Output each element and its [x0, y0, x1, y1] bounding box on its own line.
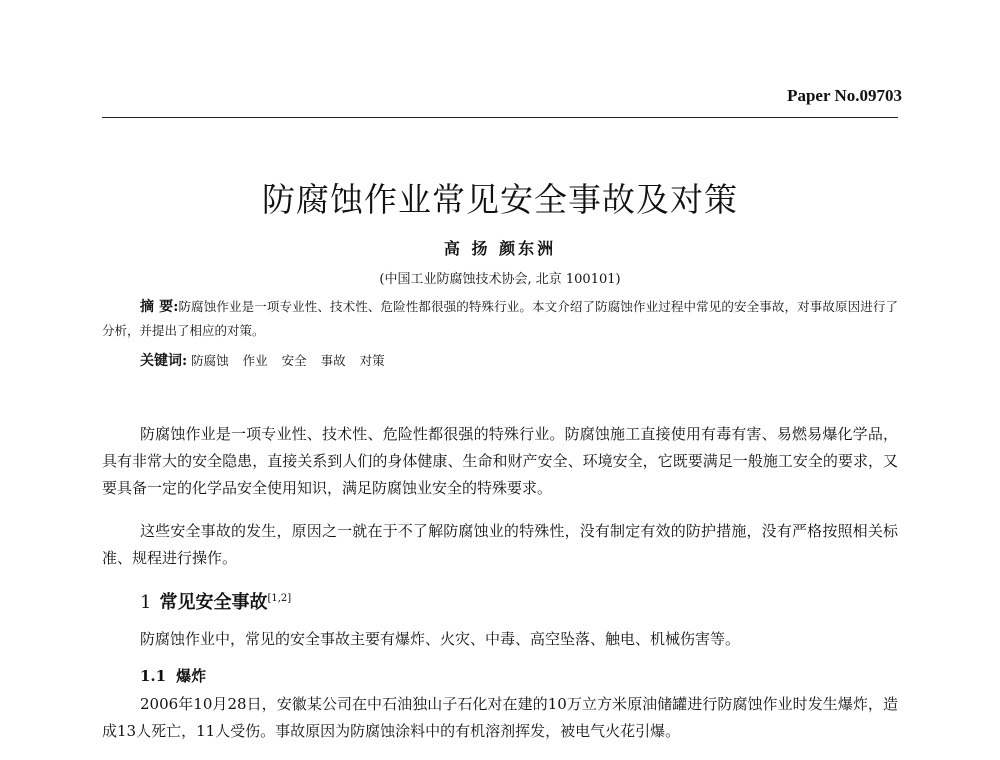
keyword: 作业	[242, 353, 268, 368]
keyword: 对策	[359, 353, 385, 368]
abstract	[102, 295, 898, 342]
header-rule	[102, 117, 898, 118]
citation-ref: [1,2]	[267, 593, 292, 604]
keyword: 防腐蚀	[191, 353, 229, 368]
keywords-label: 关键词:	[140, 353, 188, 369]
paper-title: 防腐蚀作业常见安全事故及对策	[262, 180, 738, 219]
abstract-label: 摘 要:	[140, 299, 179, 315]
keywords	[140, 350, 395, 370]
section-number: 1	[140, 592, 152, 613]
abstract-text: 防腐蚀作业是一项专业性、技术性、危险性都很强的特殊行业。本文介绍了防腐蚀作业过程中常见的安全事故，对事故原因进行了分析，并提出了相应的对策。	[102, 299, 898, 338]
section-heading-1	[140, 588, 291, 614]
section-title: 常见安全事故	[159, 592, 268, 613]
keyword: 事故	[320, 353, 346, 368]
keyword: 安全	[281, 353, 307, 368]
subsection-heading-1-1	[140, 665, 206, 686]
subsection-title: 爆炸	[176, 667, 207, 685]
affiliation: (中国工业防腐蚀技术协会, 北京 100101)	[379, 272, 621, 287]
authors: 高 扬 颜东洲	[443, 239, 557, 258]
subsection-1-1-paragraph: 2006年10月28日，安徽某公司在中石油独山子石化对在建的10万立方米原油储罐进行防腐蚀作业时发生爆炸，造成13人死亡，11人受伤。事故原因为防腐蚀涂料中的有机溶剂挥发，被电气火花引爆。	[102, 695, 898, 740]
subsection-number: 1.1	[140, 667, 167, 685]
section-1-paragraph: 防腐蚀作业中，常见的安全事故主要有爆炸、火灾、中毒、高空坠落、触电、机械伤害等。	[140, 630, 741, 648]
paper-number: Paper No.09703	[787, 86, 902, 105]
intro-paragraph-2: 这些安全事故的发生，原因之一就在于不了解防腐蚀业的特殊性，没有制定有效的防护措施，没有严格按照相关标准、规程进行操作。	[102, 522, 898, 567]
intro-paragraph-1: 防腐蚀作业是一项专业性、技术性、危险性都很强的特殊行业。防腐蚀施工直接使用有毒有害、易燃易爆化学品，具有非常大的安全隐患，直接关系到人们的身体健康、生命和财产安全、环境安全，它既要满足一般施工安全的要求，又要具备一定的化学品安全使用知识，满足防腐蚀业安全的特殊要求。	[102, 425, 898, 497]
